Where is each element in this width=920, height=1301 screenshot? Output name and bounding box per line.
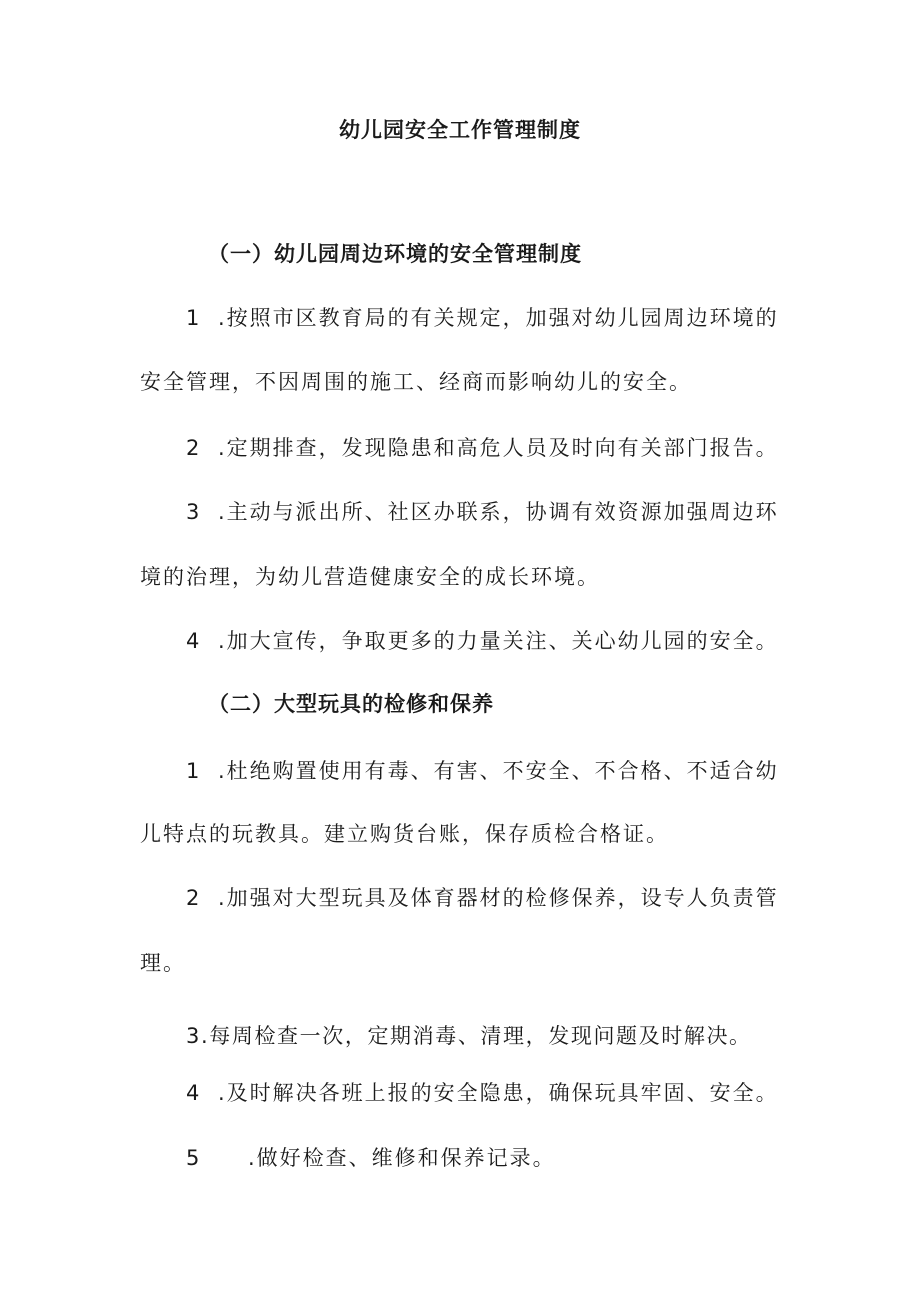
item-number: 5 xyxy=(186,1146,202,1170)
item-text: .加强对大型玩具及体育器材的检修保养，设专人负责管 xyxy=(218,886,779,910)
item-text: .定期排查，发现隐患和高危人员及时向有关部门报告。 xyxy=(218,436,779,460)
paragraph-line xyxy=(186,432,779,462)
item-text: .做好检查、维修和保养记录。 xyxy=(248,1146,556,1170)
item-number: 1 xyxy=(186,759,202,783)
document-title: 幼儿园安全工作管理制度 xyxy=(339,118,581,142)
item-number: 4 xyxy=(186,629,202,653)
paragraph-line xyxy=(186,1142,556,1172)
paragraph-line: 境的治理，为幼儿营造健康安全的成长环境。 xyxy=(140,565,600,589)
paragraph-line xyxy=(186,882,779,912)
item-text: .及时解决各班上报的安全隐患，确保玩具牢固、安全。 xyxy=(218,1081,779,1105)
item-number: 2 xyxy=(186,886,202,910)
paragraph-line: 安全管理，不因周围的施工、经商而影响幼儿的安全。 xyxy=(140,370,692,394)
item-text: .加大宣传，争取更多的力量关注、关心幼儿园的安全。 xyxy=(218,629,779,653)
item-text: .主动与派出所、社区办联系，协调有效资源加强周边环 xyxy=(218,500,779,524)
paragraph-line xyxy=(186,755,779,785)
item-number: 2 xyxy=(186,436,202,460)
item-text: .杜绝购置使用有毒、有害、不安全、不合格、不适合幼 xyxy=(218,759,779,783)
paragraph-line: 理。 xyxy=(140,951,186,975)
section-heading-2: （二）大型玩具的检修和保养 xyxy=(208,692,494,716)
paragraph-line xyxy=(186,625,779,655)
paragraph-line xyxy=(186,1077,779,1107)
paragraph-line xyxy=(186,496,779,526)
item-number: 3 xyxy=(186,500,202,524)
item-number: 4 xyxy=(186,1081,202,1105)
paragraph-line: 儿特点的玩教具。建立购货台账，保存质检合格证。 xyxy=(140,822,669,846)
item-text: .按照市区教育局的有关规定，加强对幼儿园周边环境的 xyxy=(218,306,779,330)
item-text: .每周检查一次，定期消毒、清理，发现问题及时解决。 xyxy=(200,1024,752,1048)
paragraph-line xyxy=(186,1020,752,1050)
paragraph-line xyxy=(186,302,779,332)
section-heading-1: （一）幼儿园周边环境的安全管理制度 xyxy=(208,242,582,266)
item-number: 1 xyxy=(186,306,202,330)
item-number: 3 xyxy=(186,1024,201,1048)
